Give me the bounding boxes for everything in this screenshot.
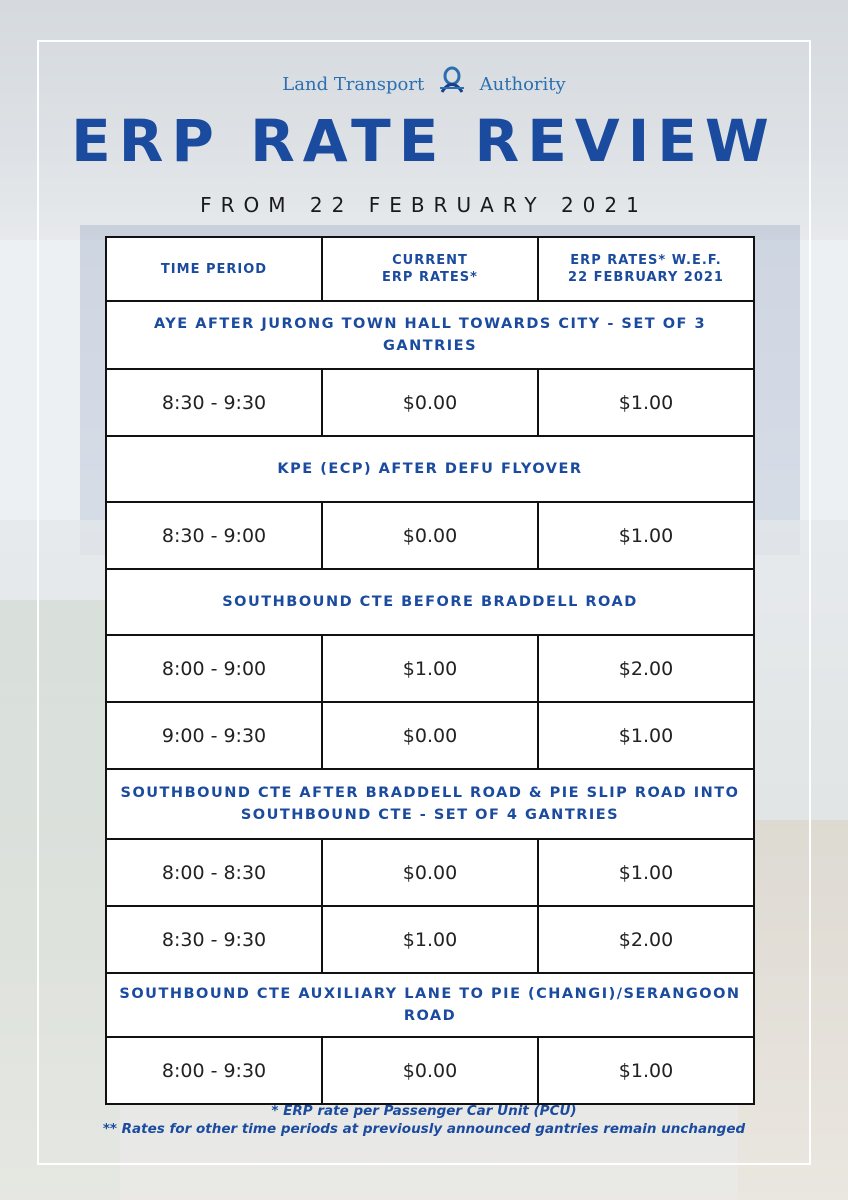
section-row	[106, 436, 754, 502]
time-period-cell: 8:30 - 9:30	[106, 906, 322, 973]
section-title: SOUTHBOUND CTE BEFORE BRADDELL ROAD	[106, 569, 754, 635]
rates-table-body	[106, 237, 754, 1104]
time-period-cell: 8:00 - 8:30	[106, 839, 322, 906]
logo-text-left: Land Transport	[282, 74, 425, 95]
section-title: SOUTHBOUND CTE AUXILIARY LANE TO PIE (CHANGI)/SERANGOON ROAD	[106, 973, 754, 1037]
section-row	[106, 301, 754, 369]
table-row	[106, 635, 754, 702]
table-header-row	[106, 237, 754, 301]
table-row	[106, 906, 754, 973]
table-row	[106, 702, 754, 769]
page-title: ERP RATE REVIEW	[71, 107, 777, 175]
current-rate-cell: $0.00	[322, 839, 538, 906]
time-period-cell: 9:00 - 9:30	[106, 702, 322, 769]
header-current-rates: CURRENT ERP RATES*	[322, 237, 538, 301]
table-row	[106, 369, 754, 436]
current-rate-cell: $1.00	[322, 906, 538, 973]
current-rate-cell: $0.00	[322, 502, 538, 569]
footnotes	[0, 1102, 848, 1138]
section-title: SOUTHBOUND CTE AFTER BRADDELL ROAD & PIE SLIP ROAD INTO SOUTHBOUND CTE - SET OF 4 GANTRIES	[106, 769, 754, 839]
erp-rates-table	[105, 236, 755, 1105]
new-rate-cell: $2.00	[538, 635, 754, 702]
footnote-pcu: * ERP rate per Passenger Car Unit (PCU)	[271, 1103, 577, 1119]
new-rate-cell: $1.00	[538, 502, 754, 569]
logo-text-right: Authority	[479, 74, 566, 95]
current-rate-cell: $0.00	[322, 1037, 538, 1104]
time-period-cell: 8:30 - 9:00	[106, 502, 322, 569]
section-title: KPE (ECP) AFTER DEFU FLYOVER	[106, 436, 754, 502]
table-row	[106, 1037, 754, 1104]
new-rate-cell: $1.00	[538, 1037, 754, 1104]
time-period-cell: 8:30 - 9:30	[106, 369, 322, 436]
section-row	[106, 769, 754, 839]
section-title: AYE AFTER JURONG TOWN HALL TOWARDS CITY - SET OF 3 GANTRIES	[106, 301, 754, 369]
current-rate-cell: $1.00	[322, 635, 538, 702]
new-rate-cell: $2.00	[538, 906, 754, 973]
lta-ribbon-icon	[436, 66, 468, 104]
header-new-rates: ERP RATES* W.E.F. 22 FEBRUARY 2021	[538, 237, 754, 301]
footnote-unchanged: ** Rates for other time periods at previously announced gantries remain unchanged	[102, 1121, 746, 1137]
table-row	[106, 502, 754, 569]
table-row	[106, 839, 754, 906]
time-period-cell: 8:00 - 9:30	[106, 1037, 322, 1104]
current-rate-cell: $0.00	[322, 369, 538, 436]
page-subtitle: FROM 22 FEBRUARY 2021	[200, 193, 648, 217]
header-time-period: TIME PERIOD	[106, 237, 322, 301]
current-rate-cell: $0.00	[322, 702, 538, 769]
section-row	[106, 973, 754, 1037]
time-period-cell: 8:00 - 9:00	[106, 635, 322, 702]
new-rate-cell: $1.00	[538, 839, 754, 906]
lta-logo	[0, 66, 848, 96]
new-rate-cell: $1.00	[538, 369, 754, 436]
section-row	[106, 569, 754, 635]
new-rate-cell: $1.00	[538, 702, 754, 769]
